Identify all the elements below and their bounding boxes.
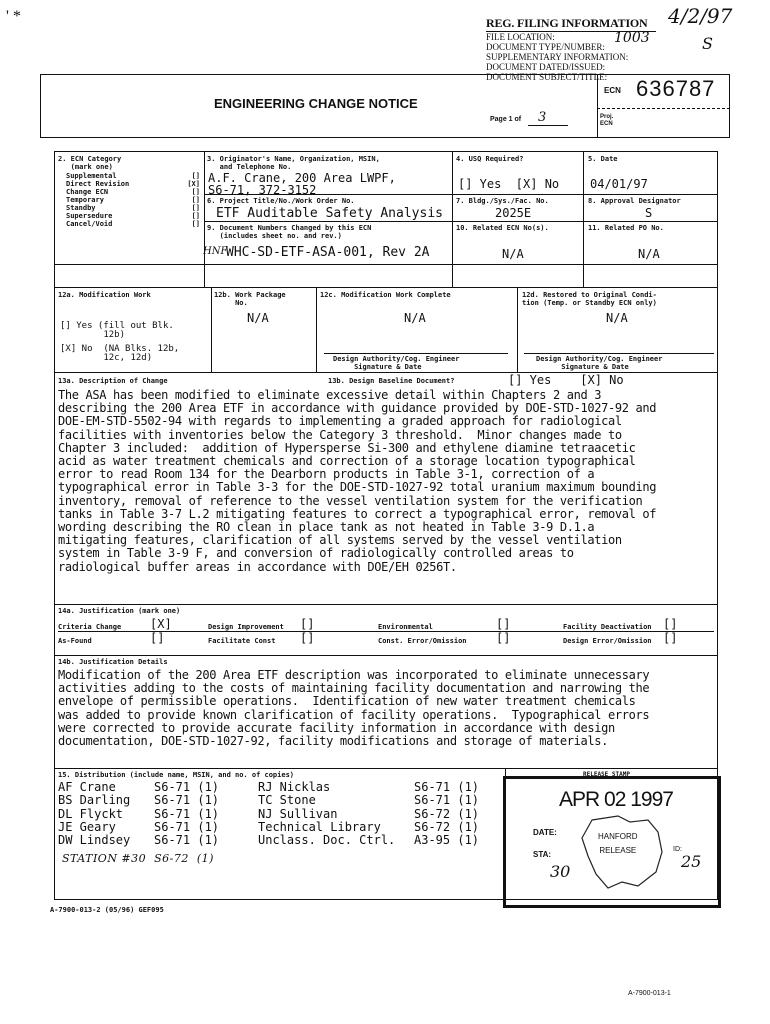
ecn-label: ECN bbox=[604, 86, 621, 95]
description-label: 13a. Description of Change bbox=[58, 377, 168, 385]
distribution-entry bbox=[58, 781, 248, 794]
distribution-name: NJ Sullivan bbox=[258, 806, 338, 821]
justification-row bbox=[58, 618, 714, 632]
justification-option-label: Design Error/Omission bbox=[563, 637, 652, 645]
ecn-category-name: Standby bbox=[66, 204, 96, 212]
distribution-name: Unclass. Doc. Ctrl. bbox=[258, 833, 396, 848]
justification-option bbox=[208, 631, 378, 645]
justification-grid bbox=[58, 618, 714, 645]
distribution-entry bbox=[258, 781, 498, 794]
originator-line1: A.F. Crane, 200 Area LWPF, bbox=[208, 171, 396, 185]
justification-checkbox[interactable]: [] bbox=[300, 617, 315, 631]
justification-checkbox[interactable]: [] bbox=[300, 631, 315, 645]
related-po-value: N/A bbox=[638, 247, 660, 261]
ecn-category-item bbox=[66, 204, 200, 212]
reg-filing-line: DOCUMENT SUBJECT/TITLE: bbox=[486, 72, 608, 82]
distribution-msin: S6-71 (1) bbox=[414, 780, 480, 794]
distribution-entry bbox=[58, 808, 248, 821]
ecn-category-checkbox[interactable]: [] bbox=[191, 220, 200, 228]
form-number-right: A-7900-013-1 bbox=[628, 990, 671, 997]
ecn-category-name: Change ECN bbox=[66, 188, 109, 196]
ecn-category-name: Temporary bbox=[66, 196, 104, 204]
document-numbers-label: 9. Document Numbers Changed by this ECN (includes sheet no. and rev.) bbox=[207, 224, 372, 240]
justification-label: 14a. Justification (mark one) bbox=[58, 607, 181, 615]
ecn-category-item bbox=[66, 188, 200, 196]
page-total: 3 bbox=[538, 110, 547, 125]
file-location-value: 1003 bbox=[614, 30, 650, 46]
justification-option-label: Design Improvement bbox=[208, 623, 284, 631]
originator-label: 3. Originator's Name, Organization, MSIN, and Telephone No. bbox=[207, 155, 380, 171]
justification-option-label: As-Found bbox=[58, 637, 92, 645]
reg-filing-block bbox=[486, 16, 656, 82]
related-ecn-label: 10. Related ECN No(s). bbox=[456, 224, 549, 232]
reg-filing-line: DOCUMENT DATED/ISSUED: bbox=[486, 62, 606, 72]
reg-filing-line: FILE LOCATION: bbox=[486, 32, 555, 42]
ecn-category-name: Direct Revision bbox=[66, 180, 130, 188]
related-ecn-value: N/A bbox=[502, 247, 524, 261]
justification-option bbox=[208, 617, 378, 631]
distribution-entry bbox=[58, 834, 248, 847]
justification-option bbox=[563, 617, 713, 631]
bldg-value: 2025E bbox=[495, 206, 532, 220]
approval-designator-value: S bbox=[645, 206, 653, 220]
restored-sig: Design Authority/Cog. Engineer Signature & Date bbox=[536, 355, 663, 371]
ecn-category-item bbox=[66, 180, 200, 188]
work-package-value: N/A bbox=[247, 311, 269, 325]
originator-line2: S6-71, 372-3152 bbox=[208, 183, 317, 197]
justification-option bbox=[58, 617, 208, 631]
release-sta-label: STA: bbox=[533, 850, 552, 859]
handwritten-initial: S bbox=[702, 34, 713, 53]
ecn-category-label: 2. ECN Category (mark one) bbox=[58, 155, 122, 171]
modification-complete-sig: Design Authority/Cog. Engineer Signature & Date bbox=[333, 355, 460, 371]
ecn-category-name: Supplemental bbox=[66, 172, 117, 180]
distribution-name: TC Stone bbox=[258, 793, 316, 808]
justification-checkbox[interactable]: [] bbox=[496, 617, 511, 631]
ecn-number: 636787 bbox=[636, 76, 716, 101]
justification-checkbox[interactable]: [] bbox=[150, 631, 165, 645]
justification-option-label: Criteria Change bbox=[58, 623, 122, 631]
justification-checkbox[interactable]: [] bbox=[663, 631, 678, 645]
document-numbers-value: WHC-SD-ETF-ASA-001, Rev 2A bbox=[226, 245, 430, 260]
corner-marks: ' * bbox=[6, 8, 21, 25]
justification-checkbox[interactable]: [X] bbox=[150, 617, 172, 631]
reg-filing-line: DOCUMENT TYPE/NUMBER: bbox=[486, 42, 605, 52]
distribution-name: DW Lindsey bbox=[58, 833, 131, 848]
distribution-msin: S6-71 (1) bbox=[414, 793, 480, 808]
release-stamp-label: RELEASE STAMP bbox=[583, 771, 630, 778]
modification-work-label: 12a. Modification Work bbox=[58, 291, 151, 299]
distribution-name: RJ Nicklas bbox=[258, 780, 331, 794]
design-baseline-label: 13b. Design Baseline Document? bbox=[328, 377, 455, 385]
distribution-name: JE Geary bbox=[58, 819, 116, 834]
reg-filing-title: REG. FILING INFORMATION bbox=[486, 16, 656, 32]
usq-value: [] Yes [X] No bbox=[458, 177, 560, 191]
ecn-category-name: Supersedure bbox=[66, 212, 113, 220]
hnf-handwritten: HNF bbox=[203, 246, 228, 257]
modification-work-no: [X] No (NA Blks. 12b, 12c, 12d) bbox=[60, 344, 180, 363]
distribution-name: Technical Library bbox=[258, 819, 381, 834]
ecn-category-name: Cancel/Void bbox=[66, 220, 113, 228]
distribution-entry bbox=[258, 808, 498, 821]
distribution-msin: S6-71 (1) bbox=[154, 819, 220, 834]
ecn-category-item bbox=[66, 212, 200, 220]
distribution-name: BS Darling bbox=[58, 793, 131, 808]
distribution-name: DL Flyckt bbox=[58, 806, 124, 821]
page-label: Page 1 of bbox=[490, 116, 522, 123]
justification-option-label: Environmental bbox=[378, 623, 433, 631]
justification-row bbox=[58, 632, 714, 645]
proj-ecn-label: Proj. ECN bbox=[600, 114, 614, 127]
modification-complete-label: 12c. Modification Work Complete bbox=[320, 291, 451, 299]
distribution-entry bbox=[258, 794, 498, 807]
ecn-category-checkbox[interactable]: [X] bbox=[187, 180, 200, 188]
ecn-category-item bbox=[66, 172, 200, 180]
release-id-value: 25 bbox=[681, 852, 702, 871]
project-title-value: ETF Auditable Safety Analysis bbox=[216, 206, 443, 221]
ecn-category-checkbox[interactable]: [] bbox=[191, 204, 200, 212]
release-id-label: ID: bbox=[673, 846, 682, 853]
ecn-category-list bbox=[66, 172, 200, 228]
description-text: The ASA has been modified to eliminate excessive detail within Chapters 2 and 3 describing the 200 Area ETF in accordance with guidance provided by DOE-STD-1027-92 and DOE-EM-STD-5502-94 with regards to implementing a graded approach for radiological facilities with inventories below the Category 3 threshold. Minor changes made to Chapter 3 included: addition of Hypersperse Si-300 and ethylene diamine tetraacetic acid as water treatment chemicals and correction of a storage location typographical error to read Room 134 for the Dearborn products in Table 3-1, correction of a typographical error in Table 3-3 for the DOE-STD-1027-92 total uranium maximum bounding inventory, removal of reference to the vessel ventilation system for the verification tanks in Table 3-7 L.2 mitigating features to correct a typographical error, removal of wording describing the RO clean in place tank as not heated in Table 3-9 D.1.a mitigating features, clarification of all systems served by the vessel ventilation system in Table 3-9 F, and conversion of radiologically controlled areas to radiological buffer areas in accordance with DOE/EH 0256T. bbox=[58, 388, 657, 574]
justification-option bbox=[378, 617, 563, 631]
justification-checkbox[interactable]: [] bbox=[496, 631, 511, 645]
date-value: 04/01/97 bbox=[590, 177, 648, 191]
distribution-handwritten: STATION #30 S6-72 (1) bbox=[62, 852, 214, 865]
distribution-msin: S6-72 (1) bbox=[414, 819, 480, 834]
release-sta-value: 30 bbox=[550, 862, 571, 881]
design-baseline-value: [] Yes [X] No bbox=[508, 373, 624, 387]
distribution-list-right bbox=[258, 781, 498, 847]
ecn-category-checkbox[interactable]: [] bbox=[191, 188, 200, 196]
justification-details-label: 14b. Justification Details bbox=[58, 658, 168, 666]
handwritten-date: 4/2/97 bbox=[668, 4, 733, 28]
form-number-left: A-7900-013-2 (05/96) GEF095 bbox=[50, 906, 164, 914]
modification-work-yes: [] Yes (fill out Blk. 12b) bbox=[60, 321, 174, 340]
distribution-msin: S6-72 (1) bbox=[414, 806, 480, 821]
ecn-category-checkbox[interactable]: [] bbox=[191, 196, 200, 204]
justification-option-label: Facility Deactivation bbox=[563, 623, 652, 631]
distribution-entry bbox=[258, 834, 498, 847]
ecn-category-item bbox=[66, 196, 200, 204]
justification-option-label: Const. Error/Omission bbox=[378, 637, 467, 645]
ecn-category-checkbox[interactable]: [] bbox=[191, 212, 200, 220]
justification-option bbox=[58, 631, 208, 645]
distribution-entry bbox=[58, 821, 248, 834]
reg-filing-line: SUPPLEMENTARY INFORMATION: bbox=[486, 52, 629, 62]
approval-designator-label: 8. Approval Designator bbox=[588, 197, 681, 205]
modification-complete-value: N/A bbox=[404, 311, 426, 325]
justification-checkbox[interactable]: [] bbox=[663, 617, 678, 631]
distribution-label: 15. Distribution (include name, MSIN, and no. of copies) bbox=[58, 771, 295, 779]
justification-option bbox=[563, 631, 713, 645]
distribution-msin: S6-71 (1) bbox=[154, 833, 220, 848]
distribution-msin: S6-71 (1) bbox=[154, 780, 220, 794]
justification-option bbox=[378, 631, 563, 645]
distribution-entry bbox=[258, 821, 498, 834]
restored-value: N/A bbox=[606, 311, 628, 325]
distribution-entry bbox=[58, 794, 248, 807]
usq-label: 4. USQ Required? bbox=[456, 155, 524, 163]
distribution-msin: A3-95 (1) bbox=[414, 833, 480, 848]
justification-details-text: Modification of the 200 Area ETF description was incorporated to eliminate unnecessary activities adding to the costs of maintaining facility documentation and narrowing the envelope of permissible operations. Identification of new water treatment chemicals was added to provide known clarification of facility operations. Typographical errors were corrected to provide accurate facility information in accordance with design documentation, DOE-STD-1027-92, facility modifications and storage of materials. bbox=[58, 668, 650, 749]
work-package-label: 12b. Work Package No. bbox=[214, 291, 286, 307]
justification-option-label: Facilitate Const bbox=[208, 637, 276, 645]
restored-label: 12d. Restored to Original Condi- tion (Temp. or Standby ECN only) bbox=[522, 291, 657, 307]
release-date-label: DATE: bbox=[533, 828, 557, 837]
project-title-label: 6. Project Title/No./Work Order No. bbox=[207, 197, 355, 205]
distribution-name: AF Crane bbox=[58, 780, 116, 794]
release-center: HANFORD RELEASE bbox=[598, 832, 638, 855]
ecn-category-item bbox=[66, 220, 200, 228]
distribution-msin: S6-71 (1) bbox=[154, 806, 220, 821]
distribution-msin: S6-71 (1) bbox=[154, 793, 220, 808]
release-date: APR 02 1997 bbox=[559, 788, 673, 811]
bldg-label: 7. Bldg./Sys./Fac. No. bbox=[456, 197, 549, 205]
related-po-label: 11. Related PO No. bbox=[588, 224, 664, 232]
page-title: ENGINEERING CHANGE NOTICE bbox=[214, 96, 418, 111]
distribution-list-left bbox=[58, 781, 248, 847]
ecn-category-checkbox[interactable]: [] bbox=[191, 172, 200, 180]
date-label: 5. Date bbox=[588, 155, 618, 163]
